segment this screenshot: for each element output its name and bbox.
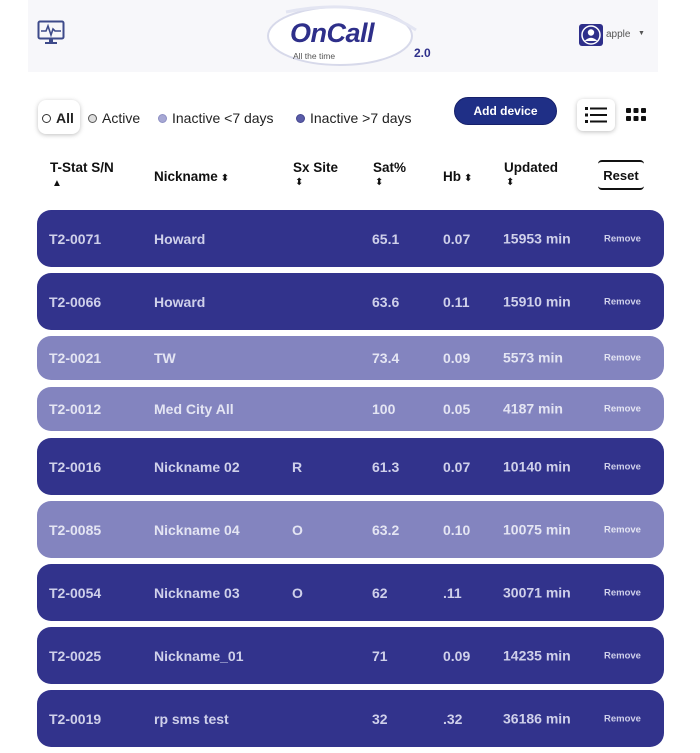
remove-button[interactable]: Remove [604, 296, 641, 307]
logo-tagline: All the time [293, 51, 336, 61]
column-header-sat-label: Sat% [373, 160, 407, 175]
column-header-nickname-label: Nickname [154, 169, 218, 184]
row-sat: 73.4 [372, 350, 400, 366]
row-sat: 62 [372, 584, 388, 601]
filter-inactive-lt7-label: Inactive <7 days [172, 110, 274, 126]
grid-view-button[interactable] [622, 101, 650, 129]
list-view-button[interactable] [577, 99, 615, 131]
row-sat: 63.6 [372, 293, 400, 310]
logo-title: OnCall [290, 18, 375, 48]
row-nickname: Nickname 04 [154, 521, 240, 538]
row-site: O [292, 584, 303, 601]
row-site: O [292, 521, 303, 538]
filter-inactive-gt7-label: Inactive >7 days [310, 110, 412, 126]
user-avatar-icon[interactable] [579, 24, 603, 46]
row-hb: 0.05 [443, 401, 471, 417]
table-row[interactable] [37, 438, 664, 495]
row-hb: .11 [443, 584, 462, 601]
remove-button[interactable]: Remove [604, 587, 641, 598]
row-updated: 15953 min [503, 230, 571, 246]
row-hb: 0.07 [443, 230, 471, 247]
radio-inactive-lt7-icon[interactable] [158, 114, 167, 123]
row-nickname: Nickname_01 [154, 647, 244, 664]
row-sat: 65.1 [372, 230, 400, 247]
row-sn: T2-0054 [49, 584, 102, 601]
sort-icon[interactable]: ⬍ [464, 173, 473, 184]
add-device-button[interactable]: Add device [454, 97, 557, 125]
reset-button[interactable]: Reset [598, 160, 644, 190]
row-nickname: Med City All [154, 401, 234, 417]
table-row[interactable] [37, 564, 664, 621]
sort-icon[interactable]: ▲ [52, 178, 62, 189]
list-view-icon [585, 106, 607, 124]
row-updated: 4187 min [503, 400, 563, 417]
table-row[interactable] [37, 210, 664, 267]
column-header-sat[interactable] [373, 160, 406, 175]
remove-button[interactable]: Remove [604, 461, 641, 472]
row-nickname: Howard [154, 230, 206, 247]
row-nickname: Nickname 02 [154, 458, 240, 475]
table-row[interactable] [37, 387, 664, 431]
sort-icon[interactable]: ⬍ [375, 177, 384, 188]
row-updated: 30071 min [503, 584, 571, 600]
row-sn: T2-0085 [49, 521, 102, 538]
remove-button[interactable]: Remove [604, 650, 641, 661]
row-nickname: rp sms test [154, 710, 229, 727]
row-nickname: Howard [154, 293, 206, 310]
user-menu-name[interactable]: apple [606, 29, 631, 40]
radio-inactive-gt7-icon[interactable] [296, 114, 305, 123]
filter-active[interactable] [88, 110, 140, 126]
column-header-sn[interactable] [50, 160, 114, 175]
sort-icon[interactable]: ⬍ [506, 177, 515, 188]
grid-view-icon [626, 108, 646, 122]
filter-inactive-gt7[interactable] [296, 110, 412, 126]
row-hb: 0.10 [443, 521, 471, 538]
table-row[interactable] [37, 273, 664, 330]
row-updated: 36186 min [503, 710, 571, 726]
row-sat: 100 [372, 401, 396, 417]
column-header-updated-label: Updated [504, 160, 558, 175]
remove-button[interactable]: Remove [604, 403, 641, 415]
row-updated: 15910 min [503, 293, 571, 309]
row-sn: T2-0019 [49, 710, 102, 727]
row-sn: T2-0025 [49, 647, 102, 664]
row-updated: 10075 min [503, 521, 571, 537]
row-sat: 32 [372, 710, 388, 727]
table-row[interactable] [37, 336, 664, 380]
table-row[interactable] [37, 627, 664, 684]
row-hb: 0.07 [443, 458, 471, 475]
logo-version: 2.0 [414, 46, 431, 60]
remove-button[interactable]: Remove [604, 713, 641, 724]
column-header-nickname[interactable] [154, 169, 229, 184]
column-header-sn-label: T-Stat S/N [50, 160, 114, 175]
filter-active-label: Active [102, 110, 141, 126]
sort-icon[interactable]: ⬍ [295, 177, 304, 188]
column-header-hb[interactable] [443, 169, 472, 184]
row-updated: 10140 min [503, 458, 571, 474]
column-header-site[interactable] [293, 160, 338, 175]
row-sn: T2-0071 [49, 230, 102, 247]
row-updated: 14235 min [503, 647, 571, 663]
radio-active-icon[interactable] [88, 114, 97, 123]
row-nickname: TW [154, 350, 176, 366]
monitor-heartbeat-icon[interactable] [37, 20, 65, 46]
row-sat: 63.2 [372, 521, 400, 538]
table-row[interactable] [37, 501, 664, 558]
row-sn: T2-0016 [49, 458, 102, 475]
column-header-hb-label: Hb [443, 169, 461, 184]
filter-all-label: All [56, 110, 74, 126]
row-hb: .32 [443, 710, 463, 727]
row-sn: T2-0066 [49, 293, 102, 310]
remove-button[interactable]: Remove [604, 524, 641, 535]
row-updated: 5573 min [503, 349, 563, 366]
column-header-updated[interactable] [504, 160, 558, 175]
row-sat: 61.3 [372, 458, 400, 475]
radio-all-icon[interactable] [42, 114, 51, 123]
filter-inactive-lt7[interactable] [158, 110, 274, 126]
remove-button[interactable]: Remove [604, 352, 641, 364]
chevron-down-icon[interactable]: ▼ [638, 30, 645, 37]
row-hb: 0.09 [443, 350, 471, 366]
row-nickname: Nickname 03 [154, 584, 240, 601]
row-hb: 0.09 [443, 647, 471, 664]
sort-icon[interactable]: ⬍ [220, 173, 230, 184]
row-hb: 0.11 [443, 293, 470, 310]
row-sn: T2-0012 [49, 401, 102, 417]
row-site: R [292, 458, 303, 475]
filter-all[interactable] [42, 110, 74, 126]
table-row[interactable] [37, 690, 664, 747]
remove-button[interactable]: Remove [604, 233, 641, 244]
row-sat: 71 [372, 647, 388, 664]
row-sn: T2-0021 [49, 350, 102, 366]
column-header-site-label: Sx Site [293, 160, 339, 175]
